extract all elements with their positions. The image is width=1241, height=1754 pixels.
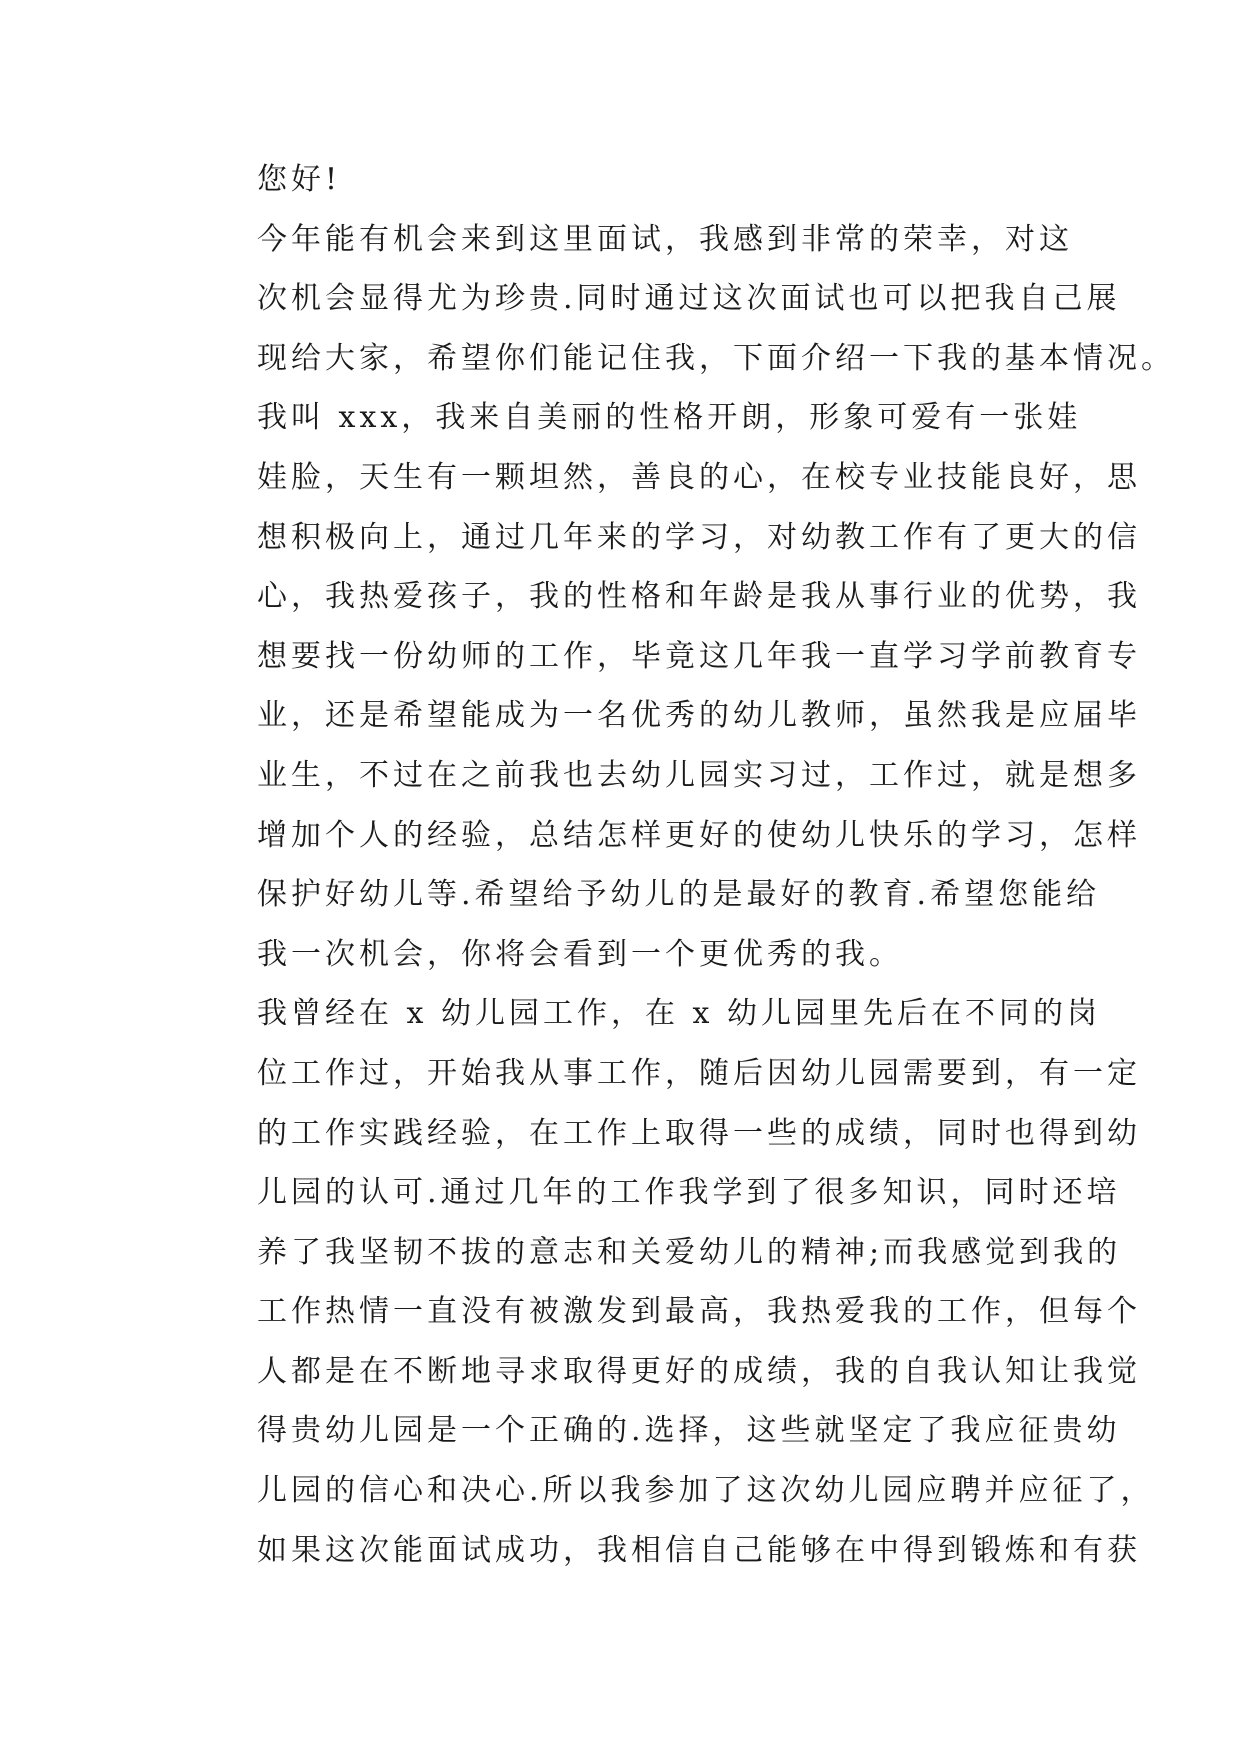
text-line: 娃脸，天生有一颗坦然，善良的心，在校专业技能良好，思	[257, 459, 1141, 495]
text-line: 养了我坚韧不拔的意志和关爱幼儿的精神;而我感觉到我的	[257, 1234, 1122, 1270]
text-line: 得贵幼儿园是一个正确的.选择，这些就坚定了我应征贵幼	[257, 1413, 1121, 1449]
paragraph-intro	[191, 210, 1175, 389]
text-line: 现给大家，希望你们能记住我，下面介绍一下我的基本情况。	[257, 340, 1175, 376]
text-line: 业，还是希望能成为一名优秀的幼儿教师，虽然我是应届毕	[257, 698, 1141, 734]
text-line: 想积极向上，通过几年来的学习，对幼教工作有了更大的信	[257, 519, 1141, 555]
text-line: 我叫 xxx，我来自美丽的性格开朗，形象可爱有一张娃	[257, 400, 1082, 436]
text-line: 增加个人的经验，总结怎样更好的使幼儿快乐的学习，怎样	[257, 817, 1141, 853]
text-line: 次机会显得尤为珍贵.同时通过这次面试也可以把我自己展	[257, 281, 1121, 317]
paragraph-greeting	[191, 150, 1061, 210]
paragraph-self-introduction	[191, 388, 1141, 984]
text-line: 我一次机会，你将会看到一个更优秀的我。	[257, 936, 903, 972]
text-line: 如果这次能面试成功，我相信自己能够在中得到锻炼和有获	[257, 1532, 1141, 1568]
text-line: 儿园的信心和决心.所以我参加了这次幼儿园应聘并应征了，	[257, 1473, 1155, 1509]
text-line: 工作热情一直没有被激发到最高，我热爱我的工作，但每个	[257, 1294, 1141, 1330]
text-line: 位工作过，开始我从事工作，随后因幼儿园需要到，有一定	[257, 1055, 1141, 1091]
text-line: 我曾经在 x 幼儿园工作，在 x 幼儿园里先后在不同的岗	[257, 996, 1101, 1032]
text-line: 业生，不过在之前我也去幼儿园实习过，工作过，就是想多	[257, 757, 1141, 793]
text-line: 保护好幼儿等.希望给予幼儿的是最好的教育.希望您能给	[257, 877, 1101, 913]
text-line: 心，我热爱孩子，我的性格和年龄是我从事行业的优势，我	[257, 579, 1141, 615]
text-line: 儿园的认可.通过几年的工作我学到了很多知识，同时还培	[257, 1175, 1121, 1211]
text-line: 人都是在不断地寻求取得更好的成绩，我的自我认知让我觉	[257, 1353, 1141, 1389]
paragraph-work-experience	[191, 984, 1155, 1580]
text-line: 想要找一份幼师的工作，毕竟这几年我一直学习学前教育专	[257, 638, 1141, 674]
text-line: 今年能有机会来到这里面试，我感到非常的荣幸，对这	[257, 221, 1073, 257]
text-line: 您好!	[257, 162, 342, 197]
document-body	[191, 150, 1175, 1580]
text-line: 的工作实践经验，在工作上取得一些的成绩，同时也得到幼	[257, 1115, 1141, 1151]
